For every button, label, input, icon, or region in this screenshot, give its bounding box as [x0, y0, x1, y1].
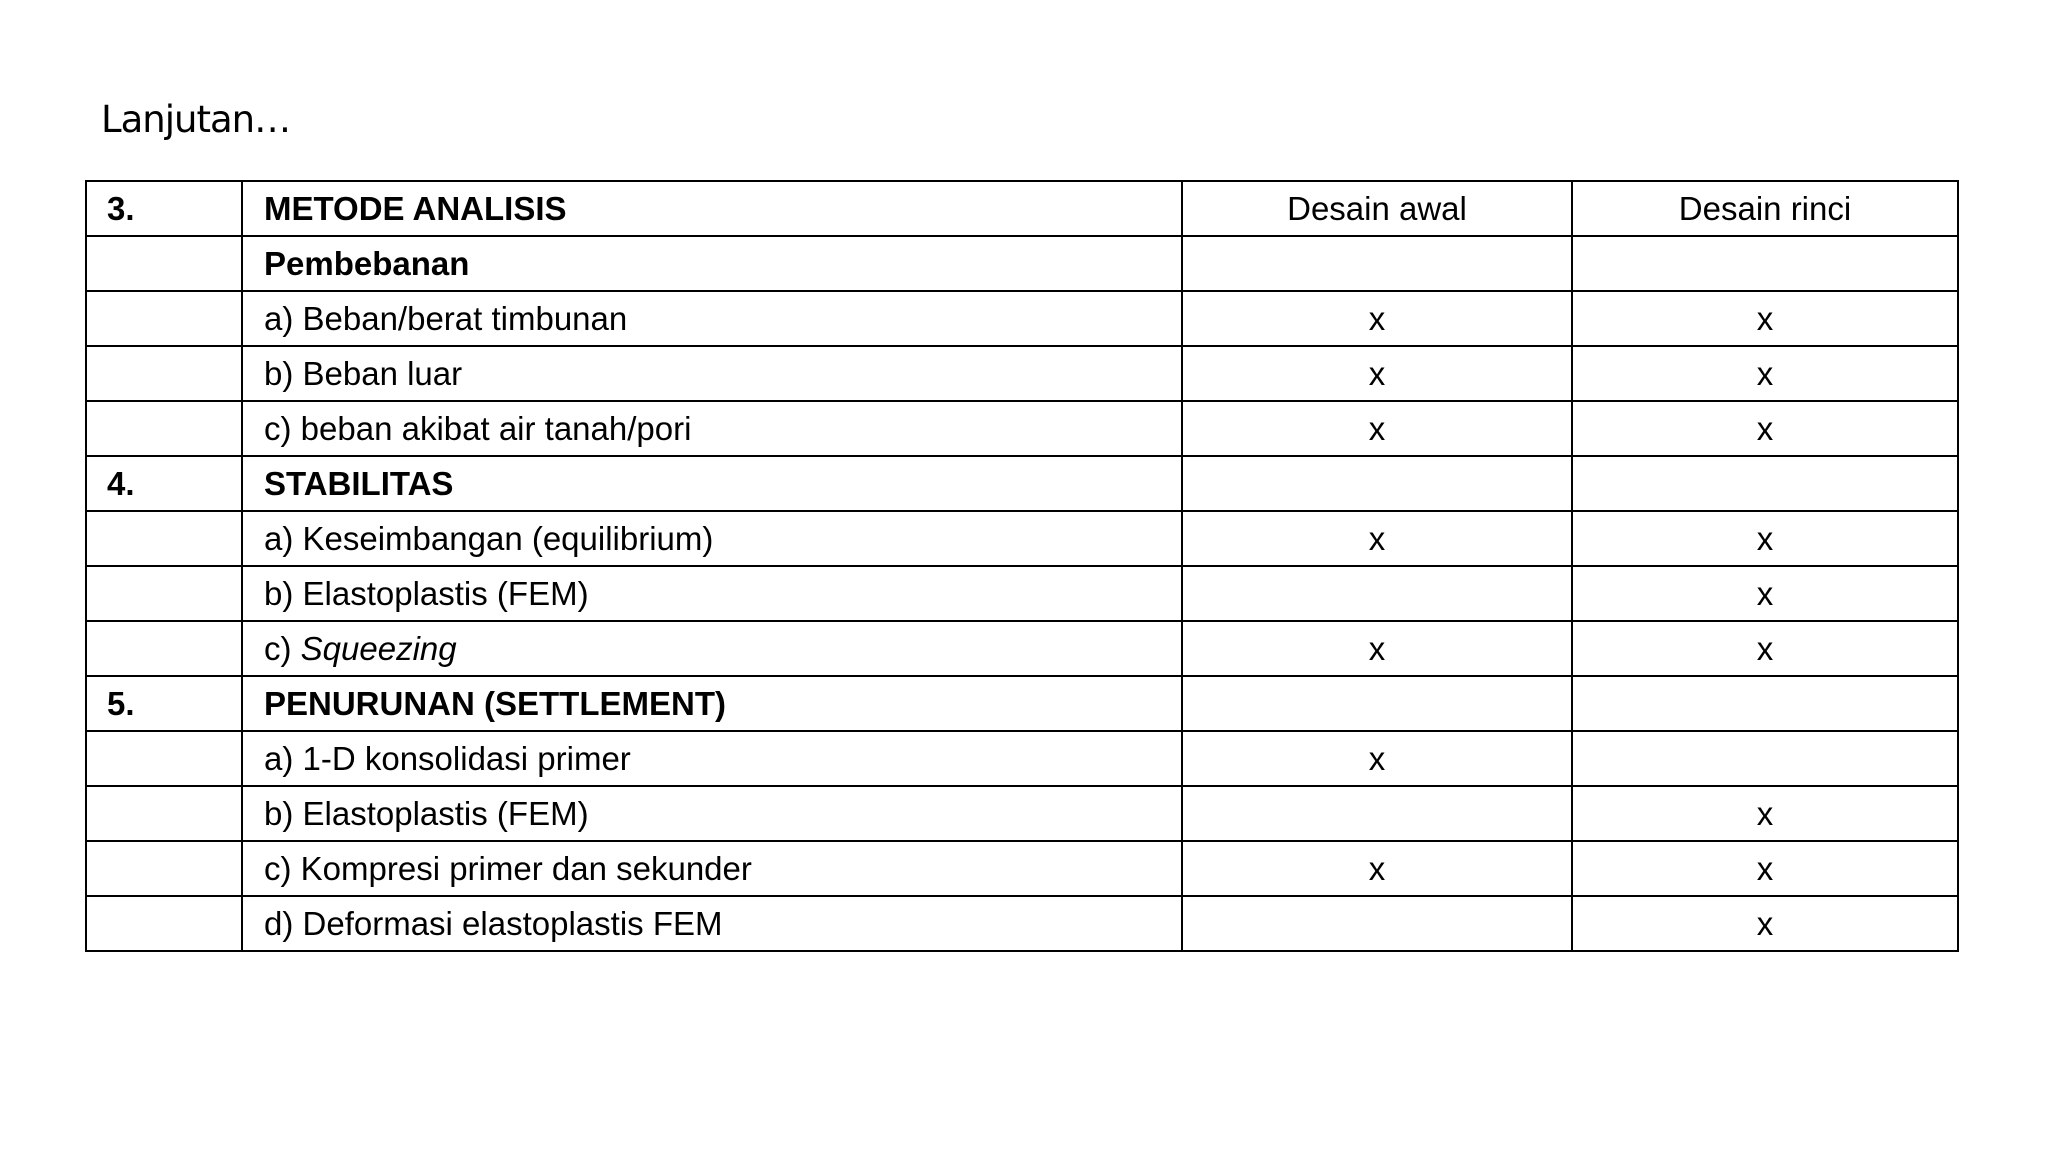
- row-number-cell: [86, 731, 242, 786]
- row-label-cell: d) Deformasi elastoplastis FEM: [242, 896, 1182, 951]
- row-number-cell: [86, 841, 242, 896]
- row-number-cell: [86, 786, 242, 841]
- row-number-cell: [86, 401, 242, 456]
- table-row: [86, 236, 1958, 291]
- table-row: [86, 346, 1958, 401]
- row-label-cell: b) Beban luar: [242, 346, 1182, 401]
- desain-awal-cell: x: [1182, 841, 1572, 896]
- desain-rinci-cell: x: [1572, 291, 1958, 346]
- table-row: [86, 786, 1958, 841]
- table-row: [86, 676, 1958, 731]
- section-number-cell: 3.: [86, 181, 242, 236]
- row-label-prefix: c): [264, 630, 301, 667]
- row-number-cell: [86, 566, 242, 621]
- analysis-method-table: [85, 180, 1959, 952]
- table-row: [86, 291, 1958, 346]
- desain-awal-cell: x: [1182, 401, 1572, 456]
- table-row: [86, 731, 1958, 786]
- desain-awal-cell: [1182, 676, 1572, 731]
- slide-title: Lanjutan…: [101, 98, 291, 141]
- desain-awal-cell: x: [1182, 731, 1572, 786]
- section-heading-cell: METODE ANALISIS: [242, 181, 1182, 236]
- desain-rinci-cell: x: [1572, 401, 1958, 456]
- desain-awal-cell: [1182, 896, 1572, 951]
- row-label-cell: a) Keseimbangan (equilibrium): [242, 511, 1182, 566]
- table-header-row: [86, 181, 1958, 236]
- table-row: [86, 401, 1958, 456]
- desain-rinci-cell: [1572, 731, 1958, 786]
- desain-rinci-cell: [1572, 236, 1958, 291]
- desain-awal-cell: x: [1182, 291, 1572, 346]
- section-number-cell: 5.: [86, 676, 242, 731]
- row-number-cell: [86, 621, 242, 676]
- desain-awal-cell: [1182, 236, 1572, 291]
- section-heading-cell: STABILITAS: [242, 456, 1182, 511]
- subsection-heading-cell: Pembebanan: [242, 236, 1182, 291]
- column-header-desain-rinci: Desain rinci: [1572, 181, 1958, 236]
- table-row: [86, 566, 1958, 621]
- row-number-cell: [86, 511, 242, 566]
- desain-rinci-cell: x: [1572, 621, 1958, 676]
- row-number-cell: [86, 291, 242, 346]
- desain-rinci-cell: x: [1572, 786, 1958, 841]
- table-row: [86, 511, 1958, 566]
- row-label-cell: a) Beban/berat timbunan: [242, 291, 1182, 346]
- row-label-cell: b) Elastoplastis (FEM): [242, 786, 1182, 841]
- table-row: [86, 621, 1958, 676]
- desain-rinci-cell: x: [1572, 896, 1958, 951]
- table-row: [86, 841, 1958, 896]
- row-number-cell: [86, 896, 242, 951]
- row-label-cell: c) Kompresi primer dan sekunder: [242, 841, 1182, 896]
- row-label-cell: b) Elastoplastis (FEM): [242, 566, 1182, 621]
- desain-awal-cell: x: [1182, 511, 1572, 566]
- table-row: [86, 896, 1958, 951]
- section-heading-cell: PENURUNAN (SETTLEMENT): [242, 676, 1182, 731]
- desain-awal-cell: x: [1182, 621, 1572, 676]
- desain-awal-cell: [1182, 566, 1572, 621]
- desain-awal-cell: [1182, 456, 1572, 511]
- row-label-cell: a) 1-D konsolidasi primer: [242, 731, 1182, 786]
- desain-rinci-cell: x: [1572, 566, 1958, 621]
- section-number-cell: 4.: [86, 456, 242, 511]
- desain-rinci-cell: x: [1572, 346, 1958, 401]
- table-row: [86, 456, 1958, 511]
- desain-rinci-cell: [1572, 676, 1958, 731]
- desain-rinci-cell: x: [1572, 511, 1958, 566]
- desain-awal-cell: [1182, 786, 1572, 841]
- row-number-cell: [86, 346, 242, 401]
- desain-awal-cell: x: [1182, 346, 1572, 401]
- row-label-italic: Squeezing: [300, 630, 457, 667]
- desain-rinci-cell: [1572, 456, 1958, 511]
- column-header-desain-awal: Desain awal: [1182, 181, 1572, 236]
- row-number-cell: [86, 236, 242, 291]
- row-label-cell: c) beban akibat air tanah/pori: [242, 401, 1182, 456]
- row-label-cell: [242, 621, 1182, 676]
- desain-rinci-cell: x: [1572, 841, 1958, 896]
